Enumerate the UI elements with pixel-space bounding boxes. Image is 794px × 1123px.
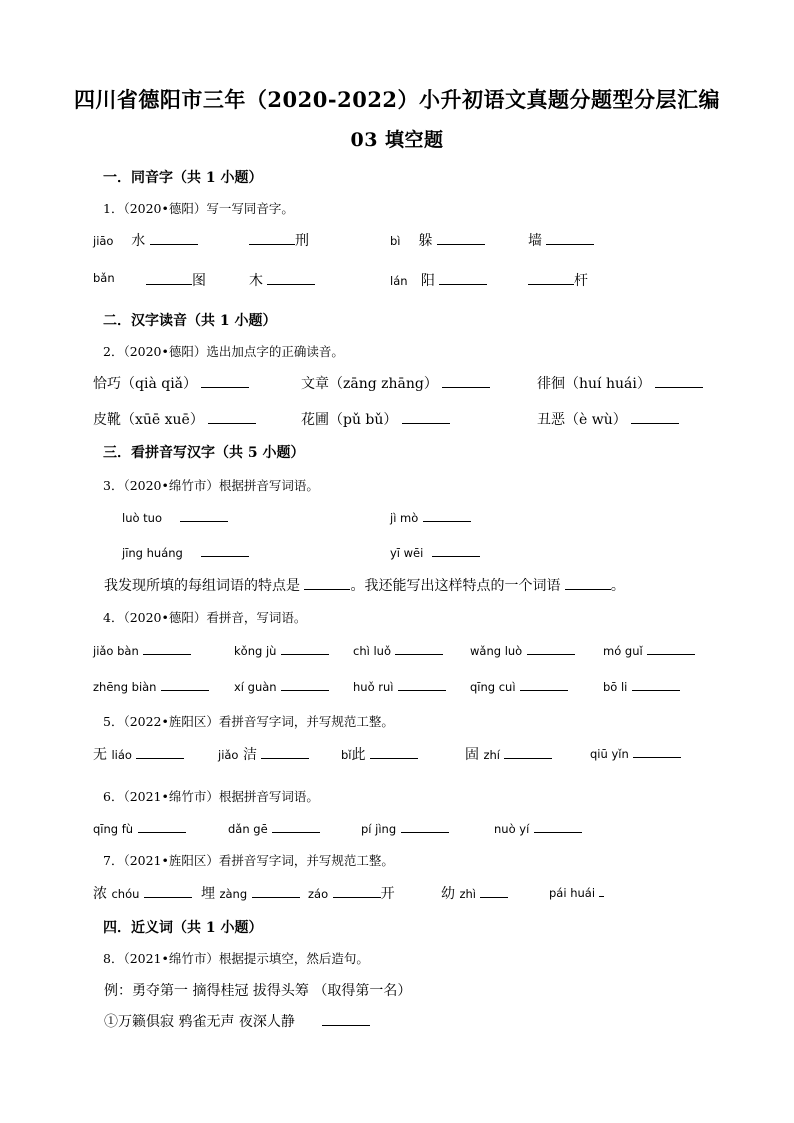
q4-item: mó guǐ xyxy=(603,641,695,659)
question-2-stem: 2．（2020•德阳）选出加点字的正确读音。 xyxy=(103,344,344,359)
section-heading-pinyin-to-characters: 三．看拼音写汉字（共 5 小题） xyxy=(103,445,305,461)
answer-blank[interactable] xyxy=(599,883,604,897)
question-1-row-2 xyxy=(0,270,794,294)
answer-blank[interactable] xyxy=(565,576,611,590)
answer-blank[interactable] xyxy=(402,410,450,424)
answer-blank[interactable] xyxy=(138,819,186,833)
answer-blank[interactable] xyxy=(322,1012,370,1026)
q2-item: 丑恶（è wù） xyxy=(537,409,679,429)
answer-blank[interactable] xyxy=(423,508,471,522)
answer-blank[interactable] xyxy=(631,410,679,424)
q7-item: 浓 chóu xyxy=(93,883,192,903)
answer-blank[interactable] xyxy=(442,374,490,388)
q1-item: bì 躲 xyxy=(390,230,485,250)
q4-item: zhēng biàn xyxy=(93,677,209,695)
answer-blank[interactable] xyxy=(161,677,209,691)
question-3-row-2 xyxy=(0,543,794,567)
question-6-stem: 6．（2021•绵竹市）根据拼音写词语。 xyxy=(103,789,319,804)
answer-blank[interactable] xyxy=(180,508,228,522)
answer-blank[interactable] xyxy=(528,271,574,285)
q1-item: 木 xyxy=(249,270,315,290)
question-8-stem: 8．（2021•绵竹市）根据提示填空，然后造句。 xyxy=(103,951,369,966)
q1-item: 杆 xyxy=(528,270,588,290)
q4-item: qīng cuì xyxy=(470,677,568,695)
q1-item: jiāo 水 xyxy=(93,230,198,250)
answer-blank[interactable] xyxy=(527,641,575,655)
document-subtitle: 03 填空题 xyxy=(350,129,444,151)
q4-item: chì luǒ xyxy=(353,641,443,659)
question-8-item-1: ①万籁俱寂 鸦雀无声 夜深人静 xyxy=(0,1011,794,1035)
answer-blank[interactable] xyxy=(144,884,192,898)
answer-blank[interactable] xyxy=(370,745,418,759)
q5-item: 无 liáo xyxy=(93,744,184,764)
q2-item: 皮靴（xūē xuē） xyxy=(93,409,256,429)
q6-item: nuò yí xyxy=(494,819,582,837)
answer-blank[interactable] xyxy=(647,641,695,655)
answer-blank[interactable] xyxy=(632,677,680,691)
answer-blank[interactable] xyxy=(432,543,480,557)
q3-item: yī wēi xyxy=(390,543,480,561)
answer-blank[interactable] xyxy=(333,884,381,898)
q3-item: jīng huáng xyxy=(122,543,249,561)
q5-item: jiǎo 洁 xyxy=(218,744,309,764)
q5-item: bǐ此 xyxy=(341,744,418,764)
q2-item: 花圃（pǔ bǔ） xyxy=(301,409,450,429)
answer-blank[interactable] xyxy=(201,374,249,388)
answer-blank[interactable] xyxy=(272,819,320,833)
answer-blank[interactable] xyxy=(398,677,446,691)
question-4-stem: 4．（2020•德阳）看拼音，写词语。 xyxy=(103,610,307,625)
document-title: 四川省德阳市三年（2020-2022）小升初语文真题分题型分层汇编 xyxy=(73,87,721,112)
answer-blank[interactable] xyxy=(201,543,249,557)
answer-blank[interactable] xyxy=(252,884,300,898)
answer-blank[interactable] xyxy=(261,745,309,759)
question-5-stem: 5．（2022•旌阳区）看拼音写字词，并写规范工整。 xyxy=(103,714,394,729)
question-7-stem: 7．（2021•旌阳区）看拼音写字词，并写规范工整。 xyxy=(103,853,394,868)
q7-item: 埋 zàng xyxy=(201,883,300,903)
answer-blank[interactable] xyxy=(249,231,295,245)
q7-item: záo 开 xyxy=(308,886,395,902)
question-1-stem: 1．（2020•德阳）写一写同音字。 xyxy=(103,201,294,216)
answer-blank[interactable] xyxy=(281,641,329,655)
q7-item: pái huái xyxy=(549,883,604,901)
q1-item: 图 xyxy=(146,270,206,290)
answer-blank[interactable] xyxy=(439,271,487,285)
question-2-row-2 xyxy=(0,409,794,433)
q1-item: lán 阳 xyxy=(390,270,487,290)
question-8-example: 例：勇夺第一 摘得桂冠 拔得头筹 （取得第一名） xyxy=(104,983,412,999)
question-3-stem: 3．（2020•绵竹市）根据拼音写词语。 xyxy=(103,478,319,493)
q4-item: xí guàn xyxy=(234,677,329,695)
q5-item: 固 zhí xyxy=(465,744,552,764)
q2-item: 恰巧（qià qiǎ） xyxy=(93,373,249,393)
answer-blank[interactable] xyxy=(520,677,568,691)
q1-item: 墙 xyxy=(528,230,594,250)
section-heading-pronunciation: 二．汉字读音（共 1 小题） xyxy=(103,313,277,329)
q1-item: 刑 xyxy=(249,230,309,250)
answer-blank[interactable] xyxy=(437,231,485,245)
question-4-row-1 xyxy=(0,641,794,665)
q2-item: 徘徊（huí huái） xyxy=(537,373,703,393)
q7-item: 幼 zhì xyxy=(441,883,508,903)
q5-item: qiū yǐn xyxy=(590,744,681,762)
q3-item: jì mò xyxy=(390,508,471,526)
answer-blank[interactable] xyxy=(401,819,449,833)
q2-item: 文章（zāng zhāng） xyxy=(301,373,490,393)
answer-blank[interactable] xyxy=(146,271,192,285)
answer-blank[interactable] xyxy=(546,231,594,245)
q1-item: bǎn xyxy=(93,271,115,285)
question-3-row-1 xyxy=(0,508,794,532)
q4-item: jiǎo bàn xyxy=(93,641,191,659)
q4-item: wǎng luò xyxy=(470,641,575,659)
answer-blank[interactable] xyxy=(208,410,256,424)
question-5-row xyxy=(0,744,794,768)
q6-item: pí jìng xyxy=(361,819,449,837)
answer-blank[interactable] xyxy=(504,745,552,759)
question-6-row xyxy=(0,819,794,843)
question-7-row xyxy=(0,883,794,907)
q6-item: qīng fù xyxy=(93,819,186,837)
answer-blank[interactable] xyxy=(267,271,315,285)
answer-blank[interactable] xyxy=(633,744,681,758)
answer-blank[interactable] xyxy=(304,576,350,590)
answer-blank[interactable] xyxy=(281,677,329,691)
answer-blank[interactable] xyxy=(480,884,508,898)
section-heading-homophones: 一．同音字（共 1 小题） xyxy=(103,170,263,186)
q4-item: huǒ ruì xyxy=(353,677,446,695)
answer-blank[interactable] xyxy=(143,641,191,655)
q4-item: kǒng jù xyxy=(234,641,329,659)
question-1-row-1 xyxy=(0,230,794,254)
question-4-row-2 xyxy=(0,677,794,701)
answer-blank[interactable] xyxy=(534,819,582,833)
question-3-sentence: 我发现所填的每组词语的特点是 。我还能写出这样特点的一个词语 。 xyxy=(104,578,625,594)
q3-item: luò tuo xyxy=(122,508,228,526)
answer-blank[interactable] xyxy=(655,374,703,388)
q6-item: dǎn gē xyxy=(228,819,320,837)
answer-blank[interactable] xyxy=(395,641,443,655)
answer-blank[interactable] xyxy=(136,745,184,759)
answer-blank[interactable] xyxy=(150,231,198,245)
q4-item: bō li xyxy=(603,677,680,695)
question-2-row-1 xyxy=(0,373,794,397)
section-heading-synonyms: 四．近义词（共 1 小题） xyxy=(103,920,263,936)
